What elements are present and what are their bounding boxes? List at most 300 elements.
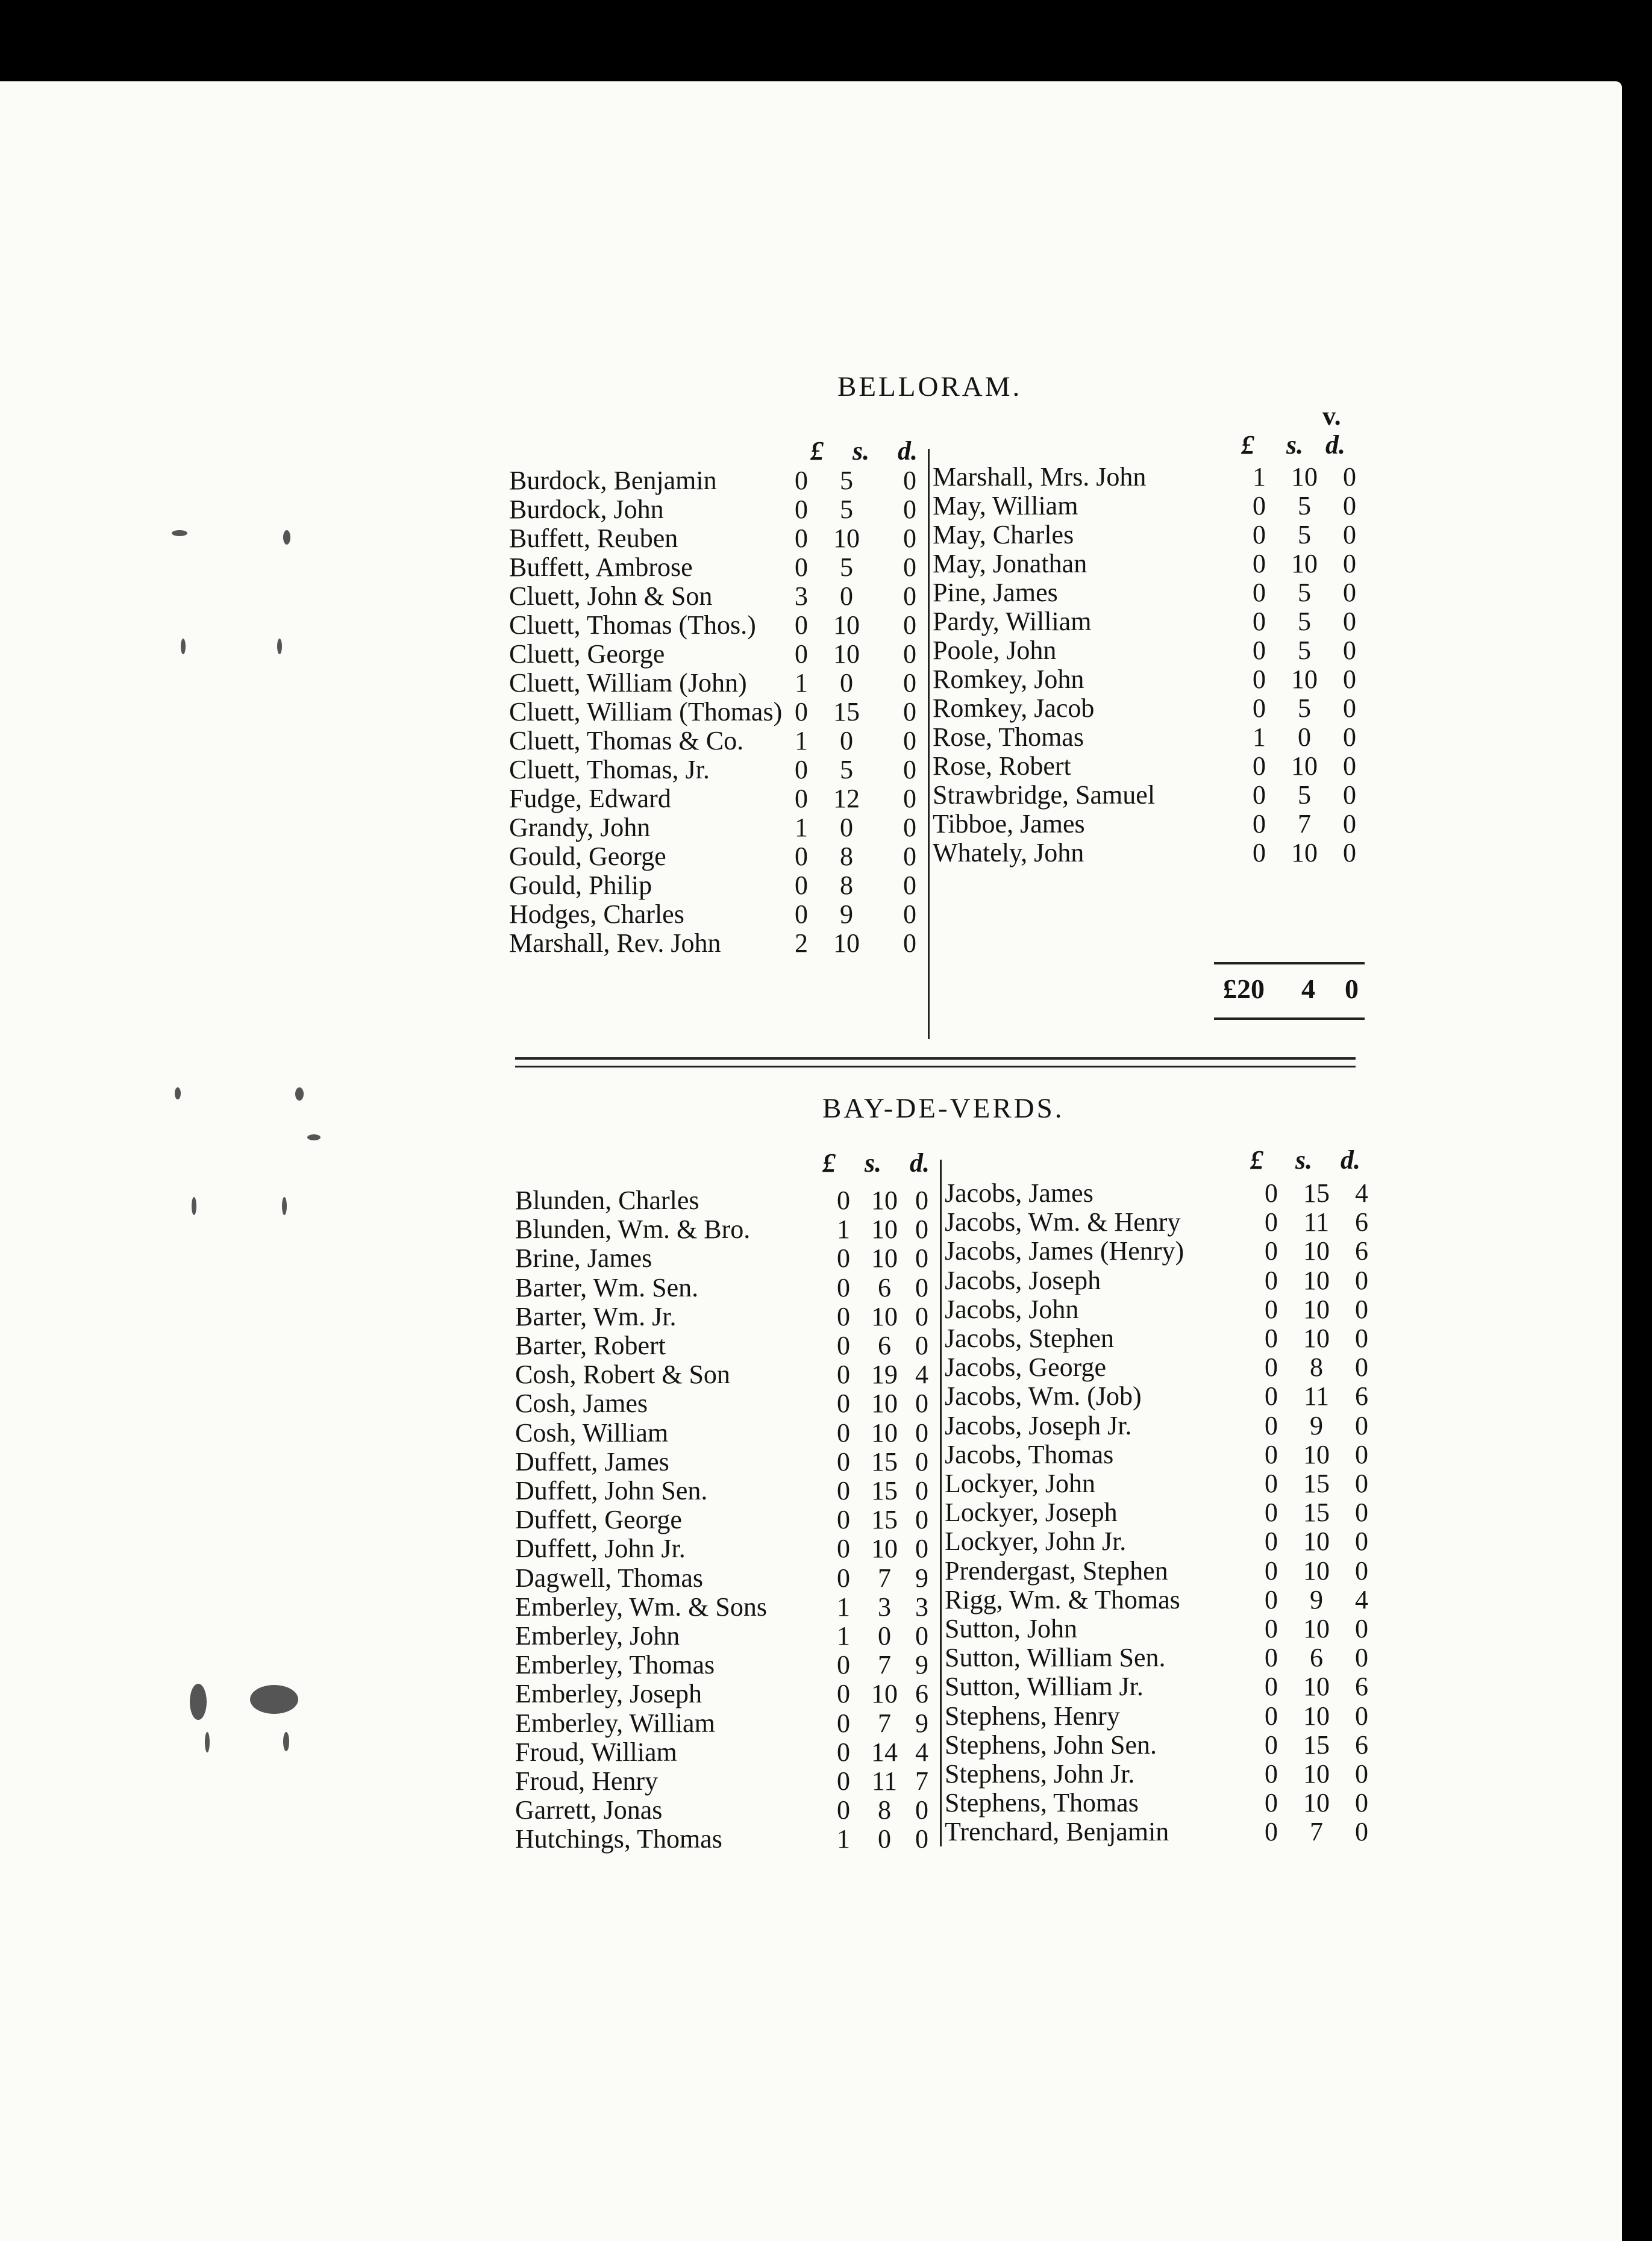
entry-name: Jacobs, James <box>945 1178 1094 1208</box>
entry-pence: 0 <box>903 928 916 958</box>
ledger-entry <box>945 1701 1386 1730</box>
entry-pounds: 0 <box>795 466 808 495</box>
entry-shillings: 10 <box>1303 1324 1330 1353</box>
entry-pence: 0 <box>903 524 916 553</box>
entry-shillings: 7 <box>878 1650 891 1680</box>
entry-pence: 0 <box>1343 838 1356 867</box>
entry-pence: 0 <box>903 813 916 842</box>
entry-name: Lockyer, John <box>945 1469 1095 1498</box>
scanned-page <box>0 81 1622 2241</box>
entry-name: Lockyer, John Jr. <box>945 1527 1127 1557</box>
entry-name: Jacobs, Wm. & Henry <box>945 1207 1181 1237</box>
entry-name: Poole, John <box>933 636 1057 665</box>
entry-pounds: 0 <box>837 1650 850 1680</box>
ledger-entry <box>945 1787 1386 1816</box>
entry-name: Froud, William <box>515 1737 677 1767</box>
binding-mark <box>295 1087 304 1101</box>
entry-pounds: 0 <box>1253 838 1266 867</box>
entry-pence: 0 <box>1355 1294 1368 1324</box>
ledger-entry <box>945 1730 1386 1758</box>
total-rule-bottom <box>1214 1017 1365 1020</box>
entry-pounds: 0 <box>1265 1555 1278 1586</box>
entry-pence: 0 <box>915 1301 928 1331</box>
entry-pounds: 0 <box>837 1389 850 1419</box>
entry-pence: 0 <box>1355 1527 1368 1557</box>
entry-pounds: 1 <box>1253 462 1266 492</box>
entry-pence: 0 <box>1343 809 1356 839</box>
entry-shillings: 10 <box>1303 1759 1330 1789</box>
entry-shillings: 6 <box>878 1331 891 1360</box>
entry-name: Jacobs, Joseph <box>945 1265 1101 1295</box>
binding-mark <box>250 1685 298 1714</box>
col-head-shillings: s. <box>853 436 870 466</box>
entry-shillings: 10 <box>833 524 860 553</box>
entry-shillings: 7 <box>1310 1817 1323 1847</box>
ledger-entry <box>515 1388 946 1417</box>
entry-pence: 0 <box>915 1389 928 1419</box>
entry-pounds: 0 <box>795 495 808 524</box>
ledger-entry <box>515 1417 946 1446</box>
entry-pence: 0 <box>1343 462 1356 492</box>
entry-pence: 0 <box>1355 1643 1368 1673</box>
entry-pence: 6 <box>915 1679 928 1709</box>
entry-pence: 0 <box>1355 1352 1368 1383</box>
entry-pounds: 0 <box>1253 664 1266 694</box>
entry-pence: 0 <box>903 466 916 495</box>
ledger-entry <box>945 1468 1386 1497</box>
binding-mark <box>277 639 282 654</box>
ledger-entry <box>509 696 934 725</box>
ledger-entry <box>933 490 1374 519</box>
ledger-entry <box>945 1671 1386 1700</box>
entry-name: Cluett, John & Son <box>509 581 713 611</box>
col-head-shillings: s. <box>1286 430 1304 460</box>
ledger-entry <box>933 837 1374 866</box>
entry-shillings: 11 <box>1303 1381 1330 1411</box>
entry-pence: 0 <box>915 1272 928 1302</box>
entry-name: Trenchard, Benjamin <box>945 1817 1169 1847</box>
entry-shillings: 14 <box>871 1737 898 1767</box>
entry-pounds: 0 <box>837 1766 850 1796</box>
entry-pounds: 2 <box>795 928 808 958</box>
entry-shillings: 10 <box>1291 664 1318 694</box>
entry-name: Garrett, Jonas <box>515 1795 663 1825</box>
entry-shillings: 0 <box>840 726 853 755</box>
entry-pence: 0 <box>915 1243 928 1274</box>
ledger-entry <box>515 1446 946 1475</box>
ledger-entry <box>515 1185 946 1214</box>
entry-shillings: 9 <box>840 899 853 929</box>
ledger-entry <box>515 1678 946 1707</box>
entry-shillings: 5 <box>1298 693 1311 723</box>
entry-name: Cluett, Thomas (Thos.) <box>509 610 756 640</box>
entry-name: Emberley, Joseph <box>515 1679 702 1709</box>
entry-pounds: 0 <box>1265 1352 1278 1383</box>
ledger-entry <box>945 1584 1386 1613</box>
entry-name: Jacobs, Stephen <box>945 1324 1115 1353</box>
ledger-entry <box>945 1410 1386 1439</box>
entry-pounds: 1 <box>837 1592 850 1622</box>
entry-name: Hutchings, Thomas <box>515 1824 722 1854</box>
ledger-entry <box>509 870 934 899</box>
entry-shillings: 8 <box>1310 1352 1323 1383</box>
entry-pence: 0 <box>1343 578 1356 607</box>
entry-shillings: 0 <box>840 581 853 611</box>
entry-pence: 0 <box>1343 549 1356 578</box>
entry-shillings: 15 <box>1303 1498 1330 1528</box>
entry-pence: 0 <box>1355 1265 1368 1295</box>
entry-name: Emberley, William <box>515 1708 715 1738</box>
ledger-entry <box>509 841 934 870</box>
entry-pounds: 0 <box>1253 549 1266 578</box>
entry-pence: 0 <box>915 1795 928 1825</box>
entry-shillings: 8 <box>878 1795 891 1825</box>
entry-name: Cluett, George <box>509 639 665 669</box>
ledger-entry <box>515 1708 946 1737</box>
entry-pounds: 0 <box>795 899 808 929</box>
entry-pence: 0 <box>1355 1759 1368 1789</box>
ledger-entry <box>933 808 1374 837</box>
entry-pounds: 0 <box>795 697 808 727</box>
entry-shillings: 11 <box>1303 1207 1330 1237</box>
entry-name: Rose, Thomas <box>933 722 1084 752</box>
entry-shillings: 12 <box>833 784 860 813</box>
ledger-entry <box>515 1563 946 1592</box>
entry-pence: 0 <box>1355 1614 1368 1643</box>
entry-pence: 0 <box>903 668 916 698</box>
entry-pounds: 1 <box>1253 722 1266 752</box>
entry-pounds: 0 <box>1265 1527 1278 1557</box>
entry-shillings: 10 <box>833 639 860 669</box>
ledger-entry <box>945 1816 1386 1845</box>
entry-pounds: 0 <box>1253 809 1266 839</box>
entry-pence: 0 <box>915 1534 928 1564</box>
entry-pounds: 0 <box>837 1360 850 1390</box>
col-head-pounds: £ <box>1241 430 1254 460</box>
entry-shillings: 10 <box>1291 838 1318 867</box>
entry-pounds: 0 <box>1265 1236 1278 1266</box>
entry-shillings: 5 <box>840 552 853 582</box>
entry-pounds: 0 <box>837 1476 850 1505</box>
ledger-entry <box>515 1621 946 1649</box>
entry-pence: 0 <box>903 899 916 929</box>
entry-name: Cluett, William (Thomas) <box>509 697 783 727</box>
entry-shillings: 5 <box>1298 491 1311 520</box>
entry-name: Marshall, Mrs. John <box>933 462 1147 492</box>
entry-pence: 0 <box>1343 491 1356 520</box>
ledger-entry <box>509 523 934 552</box>
entry-pounds: 1 <box>837 1824 850 1854</box>
entry-pence: 4 <box>1355 1584 1368 1614</box>
entry-shillings: 15 <box>1303 1469 1330 1498</box>
entry-name: Pine, James <box>933 578 1058 607</box>
entry-pounds: 0 <box>837 1446 850 1477</box>
entry-pence: 4 <box>1355 1178 1368 1208</box>
entry-shillings: 5 <box>1298 636 1311 665</box>
entry-shillings: 10 <box>1303 1701 1330 1731</box>
entry-name: Hodges, Charles <box>509 899 684 929</box>
entry-pence: 0 <box>1343 607 1356 636</box>
entry-pence: 0 <box>915 1824 928 1854</box>
entry-pounds: 0 <box>1253 607 1266 636</box>
entry-pounds: 0 <box>837 1243 850 1274</box>
ledger-entry <box>515 1533 946 1562</box>
entry-pence: 0 <box>1355 1324 1368 1353</box>
entry-pence: 0 <box>915 1476 928 1505</box>
entry-name: Dagwell, Thomas <box>515 1563 704 1593</box>
entry-name: Duffett, James <box>515 1446 669 1477</box>
entry-pounds: 0 <box>837 1505 850 1535</box>
ledger-entry <box>515 1504 946 1533</box>
entry-pence: 0 <box>1343 780 1356 810</box>
entry-pounds: 0 <box>1265 1701 1278 1731</box>
entry-pence: 0 <box>1355 1788 1368 1818</box>
entry-pence: 0 <box>903 726 916 755</box>
entry-shillings: 10 <box>1303 1236 1330 1266</box>
entry-pounds: 0 <box>1253 780 1266 810</box>
entry-pounds: 0 <box>837 1534 850 1564</box>
section-heading-belloram: BELLORAM. <box>837 371 1022 402</box>
entry-pence: 6 <box>1355 1207 1368 1237</box>
entry-pence: 0 <box>1355 1817 1368 1847</box>
entry-shillings: 7 <box>1298 809 1311 839</box>
entry-pounds: 0 <box>1265 1265 1278 1295</box>
col-head-pounds: £ <box>822 1148 836 1178</box>
entry-pence: 0 <box>915 1505 928 1535</box>
entry-shillings: 5 <box>1298 780 1311 810</box>
entry-name: Cluett, William (John) <box>509 668 747 698</box>
entry-shillings: 10 <box>871 1417 898 1448</box>
entry-shillings: 10 <box>871 1534 898 1564</box>
entry-shillings: 0 <box>840 813 853 842</box>
entry-pounds: 0 <box>837 1708 850 1738</box>
binding-mark <box>283 1732 289 1751</box>
ledger-entry <box>945 1352 1386 1381</box>
entry-pounds: 1 <box>837 1214 850 1245</box>
ledger-entry <box>509 494 934 523</box>
entry-pence: 4 <box>915 1737 928 1767</box>
ledger-entry <box>933 577 1374 606</box>
entry-name: Emberley, Thomas <box>515 1650 715 1680</box>
entry-pence: 0 <box>915 1186 928 1215</box>
entry-pounds: 0 <box>795 639 808 669</box>
entry-shillings: 19 <box>871 1360 898 1390</box>
ledger-entry <box>945 1642 1386 1671</box>
entry-pence: 0 <box>903 495 916 524</box>
entry-name: May, Jonathan <box>933 549 1087 578</box>
entry-name: Emberley, John <box>515 1621 680 1651</box>
entry-shillings: 10 <box>833 610 860 640</box>
entry-pounds: 0 <box>1265 1730 1278 1760</box>
entry-pounds: 0 <box>1265 1672 1278 1702</box>
entry-pence: 0 <box>903 639 916 669</box>
entry-shillings: 5 <box>1298 578 1311 607</box>
ledger-entry <box>933 751 1374 780</box>
entry-pence: 6 <box>1355 1730 1368 1760</box>
entry-name: Jacobs, Wm. (Job) <box>945 1381 1142 1411</box>
total-rule-top <box>1214 962 1365 964</box>
entry-name: Tibboe, James <box>933 809 1085 839</box>
entry-name: Sutton, William Sen. <box>945 1643 1166 1673</box>
entry-pounds: 0 <box>837 1563 850 1593</box>
col-head-pence: d. <box>1341 1145 1360 1175</box>
entry-shillings: 10 <box>871 1301 898 1331</box>
col-head-pence: d. <box>1325 430 1345 460</box>
entry-pounds: 0 <box>795 870 808 900</box>
page-number: v. <box>1322 401 1341 431</box>
entry-pence: 0 <box>1355 1469 1368 1498</box>
ledger-entry <box>515 1649 946 1678</box>
entry-pounds: 0 <box>837 1795 850 1825</box>
entry-shillings: 10 <box>1303 1439 1330 1469</box>
ledger-entry <box>945 1758 1386 1787</box>
col-head-pence: d. <box>898 436 918 466</box>
entry-pounds: 0 <box>1265 1614 1278 1643</box>
entry-pence: 0 <box>903 552 916 582</box>
entry-shillings: 7 <box>878 1708 891 1738</box>
entry-pence: 0 <box>1343 722 1356 752</box>
entry-shillings: 10 <box>833 928 860 958</box>
entry-pounds: 0 <box>1265 1410 1278 1440</box>
binding-mark <box>175 1087 181 1099</box>
entry-pounds: 0 <box>1253 578 1266 607</box>
entry-pounds: 0 <box>1265 1324 1278 1353</box>
entry-name: Stephens, John Jr. <box>945 1759 1135 1789</box>
entry-name: Duffett, George <box>515 1505 682 1535</box>
entry-pounds: 1 <box>795 726 808 755</box>
entry-shillings: 0 <box>1298 722 1311 752</box>
entry-pounds: 0 <box>1265 1643 1278 1673</box>
entry-name: Jacobs, John <box>945 1294 1079 1324</box>
ledger-entry <box>515 1359 946 1388</box>
entry-name: Gould, Philip <box>509 870 652 900</box>
ledger-entry <box>945 1178 1386 1207</box>
entry-shillings: 15 <box>871 1505 898 1535</box>
ledger-entry <box>509 639 934 667</box>
entry-name: Barter, Wm. Sen. <box>515 1272 699 1302</box>
binding-mark <box>190 1684 207 1720</box>
entry-pence: 0 <box>1343 751 1356 781</box>
entry-name: Gould, George <box>509 842 666 871</box>
entry-pounds: 0 <box>1253 491 1266 520</box>
entry-pence: 9 <box>915 1563 928 1593</box>
entry-shillings: 15 <box>1303 1178 1330 1208</box>
entry-pence: 0 <box>903 610 916 640</box>
entry-pence: 3 <box>915 1592 928 1622</box>
entry-name: Cosh, James <box>515 1389 648 1419</box>
entry-name: Stephens, Thomas <box>945 1788 1139 1818</box>
entry-shillings: 15 <box>1303 1730 1330 1760</box>
col-head-shillings: s. <box>1295 1145 1313 1175</box>
entry-name: Duffett, John Jr. <box>515 1534 686 1564</box>
ledger-entry <box>945 1497 1386 1526</box>
entry-shillings: 10 <box>1303 1527 1330 1557</box>
entry-shillings: 5 <box>1298 520 1311 549</box>
entry-pounds: 0 <box>795 610 808 640</box>
entry-pounds: 0 <box>795 755 808 784</box>
binding-mark <box>307 1134 321 1140</box>
entry-pounds: 0 <box>1265 1381 1278 1411</box>
entry-shillings: 10 <box>871 1679 898 1709</box>
entry-pounds: 0 <box>1253 751 1266 781</box>
entry-name: Jacobs, James (Henry) <box>945 1236 1184 1266</box>
entry-shillings: 10 <box>1303 1265 1330 1295</box>
entry-pence: 9 <box>915 1650 928 1680</box>
ledger-entry <box>509 667 934 696</box>
entry-shillings: 6 <box>878 1272 891 1302</box>
entry-name: Cosh, William <box>515 1417 669 1448</box>
ledger-entry <box>509 783 934 812</box>
entry-pounds: 0 <box>1265 1817 1278 1847</box>
entry-pence: 0 <box>1343 693 1356 723</box>
entry-name: Fudge, Edward <box>509 784 671 813</box>
ledger-entry <box>509 610 934 639</box>
ledger-entry <box>933 780 1374 808</box>
entry-pounds: 0 <box>1265 1759 1278 1789</box>
entry-pounds: 0 <box>837 1679 850 1709</box>
binding-mark <box>172 530 187 536</box>
section-heading-bay-de-verds: BAY-DE-VERDS. <box>822 1093 1065 1124</box>
entry-shillings: 10 <box>1291 549 1318 578</box>
section-separator <box>515 1066 1356 1067</box>
entry-name: May, William <box>933 491 1078 520</box>
ledger-entry <box>933 606 1374 635</box>
entry-pence: 0 <box>1355 1498 1368 1528</box>
entry-shillings: 15 <box>833 697 860 727</box>
entry-pence: 7 <box>915 1766 928 1796</box>
binding-mark <box>205 1732 210 1752</box>
entry-pence: 0 <box>903 755 916 784</box>
entry-name: Lockyer, Joseph <box>945 1498 1118 1528</box>
ledger-entry <box>945 1613 1386 1642</box>
entry-shillings: 0 <box>878 1621 891 1651</box>
entry-pounds: 0 <box>1253 520 1266 549</box>
entry-shillings: 10 <box>871 1186 898 1215</box>
entry-pence: 0 <box>1355 1701 1368 1731</box>
binding-mark <box>283 530 290 545</box>
entry-pounds: 1 <box>795 668 808 698</box>
entry-pence: 0 <box>915 1417 928 1448</box>
entry-pence: 0 <box>903 784 916 813</box>
entry-name: Blunden, Wm. & Bro. <box>515 1214 751 1245</box>
ledger-entry <box>945 1236 1386 1264</box>
ledger-entry <box>515 1766 946 1795</box>
ledger-entry <box>509 581 934 610</box>
entry-name: Marshall, Rev. John <box>509 928 721 958</box>
entry-shillings: 7 <box>878 1563 891 1593</box>
belloram-total-pence: 0 <box>1345 974 1359 1004</box>
entry-name: Buffett, Reuben <box>509 524 678 553</box>
entry-name: Jacobs, George <box>945 1352 1106 1383</box>
entry-name: Stephens, John Sen. <box>945 1730 1157 1760</box>
entry-name: Cluett, Thomas, Jr. <box>509 755 710 784</box>
entry-pounds: 0 <box>1265 1178 1278 1208</box>
entry-pounds: 0 <box>1265 1294 1278 1324</box>
col-head-pounds: £ <box>1250 1145 1263 1175</box>
entry-shillings: 6 <box>1310 1643 1323 1673</box>
ledger-entry <box>509 754 934 783</box>
entry-pounds: 0 <box>837 1186 850 1215</box>
entry-pounds: 0 <box>1265 1207 1278 1237</box>
entry-pence: 0 <box>1343 636 1356 665</box>
ledger-entry <box>509 465 934 494</box>
entry-name: Blunden, Charles <box>515 1186 699 1215</box>
entry-shillings: 8 <box>840 870 853 900</box>
entry-pounds: 0 <box>837 1331 850 1360</box>
entry-pence: 0 <box>1355 1555 1368 1586</box>
entry-name: Froud, Henry <box>515 1766 659 1796</box>
entry-name: Cluett, Thomas & Co. <box>509 726 744 755</box>
